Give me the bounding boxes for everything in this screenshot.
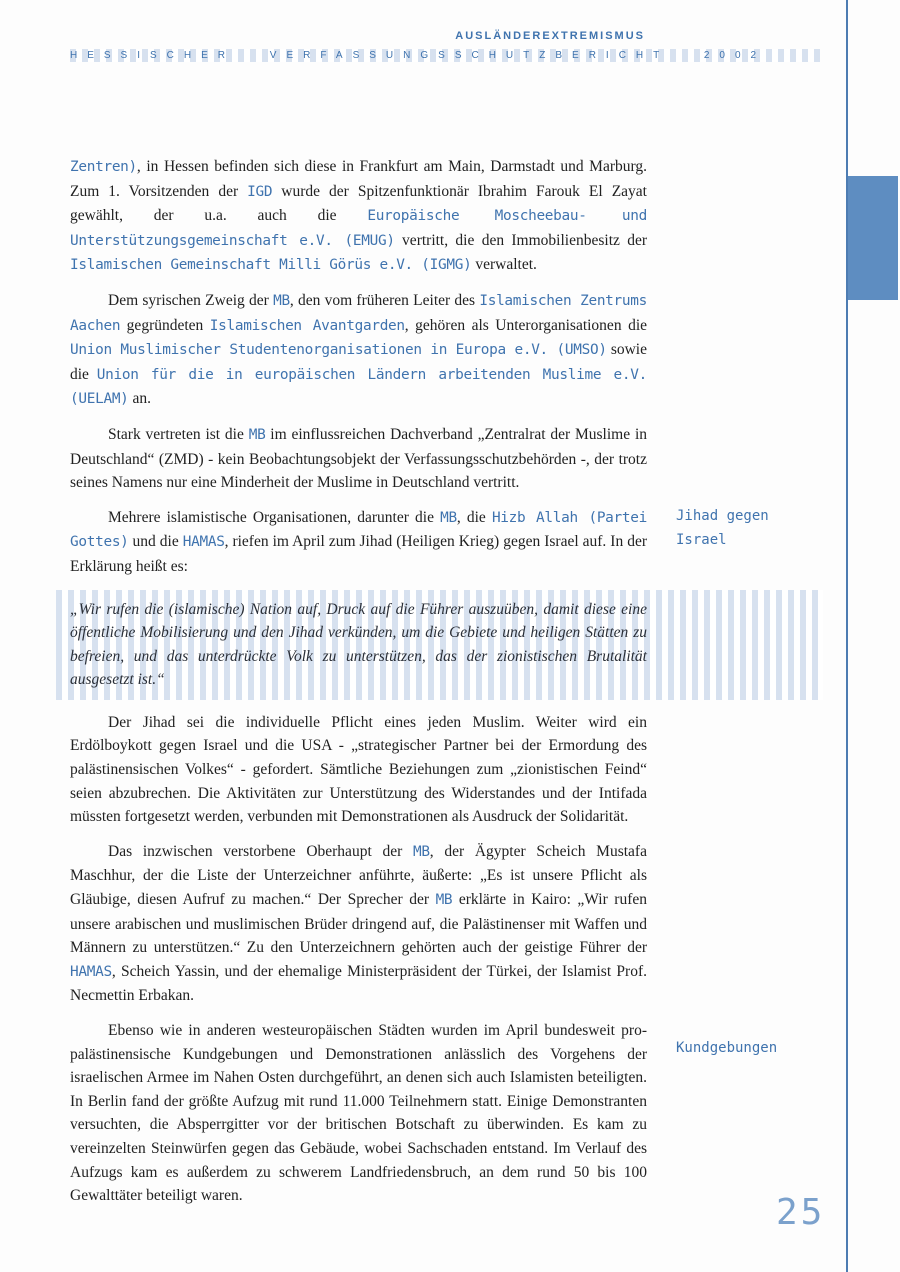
emphasis-term: MB — [248, 426, 266, 443]
band-title: HESSISCHER VERFASSUNGSSCHUTZBERICHT 2002 — [70, 50, 767, 61]
text-run: vertritt, die den Immobilienbesitz der — [394, 231, 647, 249]
paragraph — [70, 289, 647, 412]
text-run: , die — [456, 508, 492, 526]
paragraph — [70, 506, 647, 579]
text-run: wurde der Spitzenfunktionär Ibrahim Farouk El Zayat gewählt, der u.a. auch die — [70, 182, 647, 225]
paragraph — [70, 1019, 647, 1208]
emphasis-term: MB — [273, 292, 290, 309]
text-run: , den vom früheren Leiter des — [289, 291, 480, 309]
emphasis-term: MB — [413, 843, 430, 860]
emphasis-term: Islamischen Gemeinschaft Milli Görüs e.V. (IGMG) — [70, 257, 472, 274]
text-run: an. — [128, 390, 151, 408]
margin-note-jihad: Jihad gegen Israel — [676, 508, 769, 548]
margin-note-kundgebungen: Kundgebungen — [676, 1040, 778, 1056]
text-run: , riefen im April zum Jihad (Heiligen Krieg) gegen Israel auf. In der Erklärung heißt es: — [70, 533, 647, 575]
title-band — [70, 49, 820, 62]
emphasis-term: HAMAS — [70, 963, 112, 980]
text-run: erklärte in Kairo: „Wir rufen unsere arabischen und muslimischen Brüder dringend auf, die Palästinenser mit Waffen und Männern zu unterstützen.“ Zu den Unterzeichnern gehörten auch der geistige Führer der — [70, 891, 647, 957]
emphasis-term: MB — [440, 509, 457, 526]
emphasis-term: MB — [435, 892, 453, 909]
emphasis-term: Zentren) — [70, 159, 137, 175]
text-run: Stark vertreten ist die — [108, 425, 249, 443]
text-run: verwaltet. — [471, 256, 537, 274]
section-label: AUSLÄNDEREXTREMISMUS — [455, 30, 645, 42]
emphasis-term: Islamischen Avantgarden — [209, 317, 405, 334]
emphasis-term: Union Muslimischer Studentenorganisationen in Europa e.V. (UMSO) — [70, 342, 607, 359]
emphasis-term: Europäische Moscheebau- und Unterstützungsgemeinschaft e.V. (EMUG) — [70, 208, 648, 249]
text-run: gegründeten — [120, 316, 210, 334]
text-run: „Wir rufen die (islamische) Nation auf, Druck auf die Führer auszuüben, damit diese eine öffentliche Mobilisierung und den Jihad verkünden, um die Gebiete und heiligen Stätten zu befreien, und das unterdrückte Volk zu unterstützen, das der zionistischen Brutalität ausgesetzt ist.“ — [70, 600, 647, 689]
paragraph — [70, 155, 647, 278]
body-content — [70, 155, 647, 1219]
paragraph — [70, 423, 647, 495]
emphasis-term: Hizb Allah (Partei Gottes) — [70, 509, 648, 551]
text-run: Ebenso wie in anderen westeuropäischen Städten wurden im April bundesweit pro-palästinensische Kundgebungen und Demonstrationen anlässlich des Vorgehens der israelischen Armee im Nahen Osten durchgeführt, an denen sich auch Islamisten beteiligten. In Berlin fand der größte Aufzug mit rund 11.000 Teilnehmern statt. Einige Demonstranten versuchten, die Absperrgitter vor der britischen Botschaft zu überwinden. Es kam zu vereinzelten Steinwürfen gegen das Gebäude, wobei Sachschaden entstand. Im Verlauf des Aufzugs kam es außerdem zu schwerem Landfriedensbruch, an dem rund 50 bis 100 Gewalttäter beteiligt waren. — [70, 1022, 647, 1205]
text-run: und die — [128, 533, 183, 551]
text-run: sowie die — [70, 341, 647, 383]
text-run: Das inzwischen verstorbene Oberhaupt der — [108, 842, 413, 860]
text-run: , in Hessen befinden sich diese in Frankfurt am Main, Darmstadt und Marburg. Zum 1. Vorsitzenden der — [70, 158, 647, 200]
text-run: im einflussreichen Dachverband „Zentralrat der Muslime in Deutschland“ (ZMD) - kein Beobachtungsobjekt der Verfassungsschutzbehörden -, der trotz seines Namens nur eine Minderheit der Muslime in Deutschland vertritt. — [70, 425, 647, 492]
text-run: , Scheich Yassin, und der ehemalige Ministerpräsident der Türkei, der Islamist Prof. Necmettin Erbakan. — [70, 962, 647, 1005]
emphasis-term: IGD — [247, 183, 273, 200]
text-run: , gehören als Unterorganisationen die — [404, 316, 648, 334]
page-number: 25 — [776, 1192, 826, 1233]
emphasis-term: Islamischen Zentrums Aachen — [70, 292, 648, 334]
text-run: Der Jihad sei die individuelle Pflicht eines jeden Muslim. Weiter wird ein Erdölboykott gegen Israel und die USA - „strategischer Partner bei der Ermordung des palästinensischen Volkes“ - gefordert. Sämtliche Beziehungen zum „zionistischen Feind“ seien abzubrechen. Die Aktivitäten zur Unterstützung des Widerstandes und der Intifada müssten fortgesetzt werden, verbunden mit Demonstrationen als Ausdruck der Solidarität. — [70, 713, 647, 826]
paragraph — [70, 711, 647, 829]
paragraph — [70, 840, 647, 1008]
text-run: Mehrere islamistische Organisationen, darunter die — [108, 508, 441, 526]
emphasis-term: Union für die in europäischen Ländern arbeitenden Muslime e.V. (UELAM) — [70, 366, 648, 408]
text-run: , der Ägypter Scheich Mustafa Maschhur, der die Liste der Unterzeichner anführte, äußerte: „Es ist unsere Pflicht als Gläubige, diesen Aufruf zu machen.“ Der Sprecher der — [70, 842, 647, 909]
text-run: Dem syrischen Zweig der — [108, 291, 274, 309]
section-edge-tab — [848, 176, 898, 300]
quote-block — [56, 590, 823, 700]
emphasis-term: HAMAS — [182, 534, 225, 551]
